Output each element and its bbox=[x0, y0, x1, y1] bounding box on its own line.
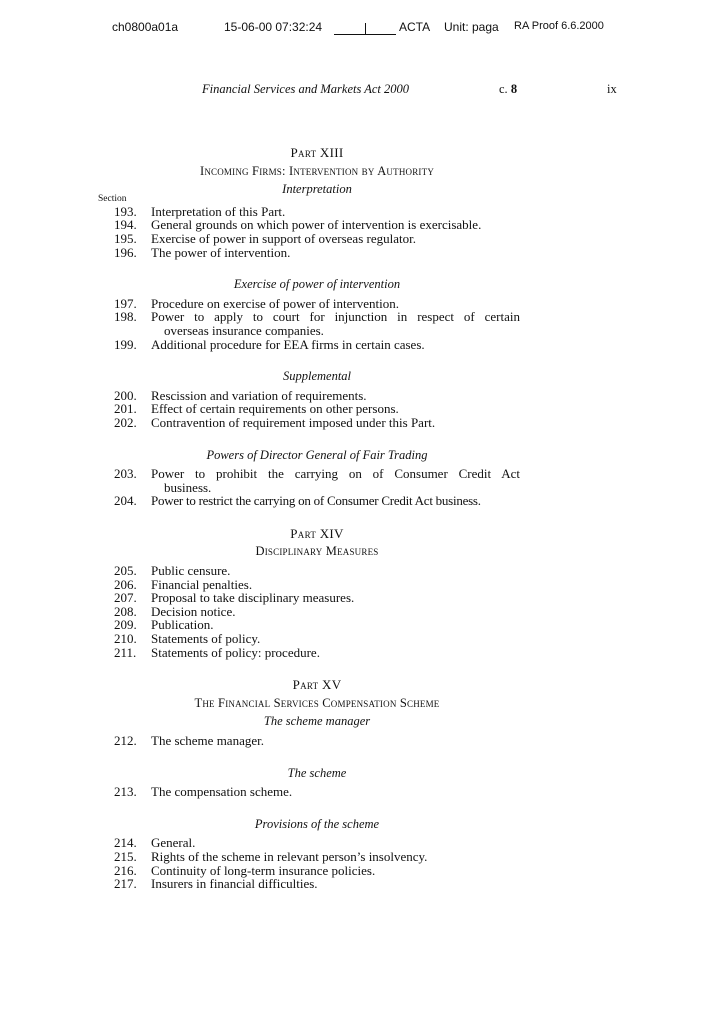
toc-entry bbox=[114, 734, 520, 748]
toc-entry bbox=[114, 232, 520, 246]
section-title: Statements of policy. bbox=[151, 631, 261, 647]
section-title-wrapped bbox=[151, 310, 520, 337]
section-number: 195. bbox=[114, 230, 137, 246]
contents-list bbox=[98, 145, 520, 892]
toc-entry bbox=[114, 785, 520, 799]
toc-entry bbox=[114, 205, 520, 219]
toc-entry bbox=[114, 836, 520, 850]
section-number: 203. bbox=[114, 466, 137, 482]
group-heading: Provisions of the scheme bbox=[254, 816, 380, 831]
section-title: Contravention of requirement imposed under this Part. bbox=[151, 414, 436, 430]
running-head-title: Financial Services and Markets Act 2000 bbox=[202, 82, 410, 96]
section-number: 215. bbox=[114, 848, 137, 864]
slug-acta: ACTA bbox=[399, 20, 431, 34]
section-title: Continuity of long-term insurance policies. bbox=[151, 862, 376, 878]
toc-entry bbox=[114, 564, 520, 578]
section-number: 207. bbox=[114, 590, 137, 606]
toc-entry bbox=[114, 310, 520, 337]
chapter-number: 8 bbox=[510, 82, 518, 96]
section-title: Effect of certain requirements on other persons. bbox=[151, 401, 399, 417]
section-title-wrapped bbox=[151, 467, 520, 494]
part-block bbox=[114, 527, 520, 659]
toc-entry bbox=[114, 416, 520, 430]
section-title: General. bbox=[151, 835, 196, 851]
section-number: 211. bbox=[114, 644, 137, 660]
part-block bbox=[114, 678, 520, 891]
section-number: 217. bbox=[114, 876, 137, 892]
section-number: 200. bbox=[114, 387, 137, 403]
toc-entry bbox=[114, 578, 520, 592]
section-title: The power of intervention. bbox=[151, 244, 291, 260]
part-title: Part XV bbox=[292, 677, 342, 693]
section-title: Rescission and variation of requirements. bbox=[151, 387, 367, 403]
toc-entry bbox=[114, 850, 520, 864]
section-title: Proposal to take disciplinary measures. bbox=[151, 590, 355, 606]
section-number: 198. bbox=[114, 309, 137, 325]
toc-entry bbox=[114, 591, 520, 605]
slug-file-id: ch0800a01a bbox=[112, 20, 179, 34]
section-title: Financial penalties. bbox=[151, 576, 253, 592]
part-block bbox=[98, 145, 520, 509]
section-number: 214. bbox=[114, 835, 137, 851]
section-title: Publication. bbox=[151, 617, 214, 633]
section-number: 199. bbox=[114, 336, 137, 352]
part-title: Part XIII bbox=[290, 145, 344, 160]
section-number: 206. bbox=[114, 576, 137, 592]
toc-entry bbox=[114, 605, 520, 619]
section-title: Rights of the scheme in relevant person’s insolvency. bbox=[151, 848, 428, 864]
toc-entry bbox=[114, 618, 520, 632]
part-title: Part XIV bbox=[290, 525, 344, 541]
group-heading: Exercise of power of intervention bbox=[233, 277, 401, 292]
part-heading: The Financial Services Compensation Scheme bbox=[194, 695, 440, 710]
section-number: 216. bbox=[114, 862, 137, 878]
section-number: 213. bbox=[114, 784, 137, 800]
section-number: 202. bbox=[114, 414, 137, 430]
section-title: Statements of policy: procedure. bbox=[151, 644, 320, 660]
toc-entry bbox=[114, 864, 520, 878]
section-number: 197. bbox=[114, 295, 137, 311]
section-number: 208. bbox=[114, 603, 137, 619]
section-number: 193. bbox=[114, 203, 137, 219]
section-title: Insurers in financial difficulties. bbox=[151, 876, 318, 892]
section-column-label: Section bbox=[98, 193, 127, 204]
section-number: 194. bbox=[114, 217, 137, 233]
section-title: Additional procedure for EEA firms in certain cases. bbox=[151, 336, 425, 352]
section-number: 209. bbox=[114, 617, 137, 633]
section-title: Interpretation of this Part. bbox=[151, 203, 286, 219]
group-heading: The scheme manager bbox=[263, 714, 371, 729]
section-number: 196. bbox=[114, 244, 137, 260]
section-number: 201. bbox=[114, 401, 137, 417]
slug-tick bbox=[365, 23, 366, 35]
chapter-prefix: c. bbox=[499, 82, 508, 96]
section-title: Power to restrict the carrying on of Consumer Credit Act business. bbox=[151, 493, 481, 509]
section-title-continuation: overseas insurance companies. bbox=[164, 322, 324, 338]
toc-entry bbox=[114, 297, 520, 311]
section-title: The compensation scheme. bbox=[151, 784, 293, 800]
toc-entry bbox=[114, 632, 520, 646]
section-number: 210. bbox=[114, 631, 137, 647]
slug-unit: Unit: paga bbox=[444, 20, 499, 34]
part-heading: Incoming Firms: Intervention by Authority bbox=[199, 163, 435, 178]
section-title: Procedure on exercise of power of intervention. bbox=[151, 295, 399, 311]
group-heading: Supplemental bbox=[282, 369, 352, 384]
running-head-chapter bbox=[499, 82, 517, 97]
slug-proof: RA Proof 6.6.2000 bbox=[514, 20, 604, 32]
toc-entry bbox=[114, 494, 520, 508]
section-title: General grounds on which power of intervention is exercisable. bbox=[151, 217, 482, 233]
section-title: Decision notice. bbox=[151, 603, 236, 619]
slug-timestamp: 15-06-00 07:32:24 bbox=[224, 20, 323, 34]
section-number: 205. bbox=[114, 563, 137, 579]
section-title: Exercise of power in support of overseas regulator. bbox=[151, 230, 416, 246]
part-heading: Disciplinary Measures bbox=[255, 544, 379, 559]
section-title-continuation: business. bbox=[164, 479, 212, 495]
section-number: 204. bbox=[114, 493, 137, 509]
section-title: The scheme manager. bbox=[151, 733, 264, 748]
toc-entry bbox=[114, 402, 520, 416]
toc-entry bbox=[114, 389, 520, 403]
section-title: Public censure. bbox=[151, 563, 231, 579]
toc-entry bbox=[114, 646, 520, 660]
toc-entry bbox=[114, 877, 520, 891]
toc-entry bbox=[114, 246, 520, 260]
group-heading: Powers of Director General of Fair Trading bbox=[206, 447, 428, 462]
section-title: Power to apply to court for injunction in respect of certain bbox=[151, 309, 520, 325]
section-number: 212. bbox=[114, 733, 137, 748]
page-number: ix bbox=[607, 82, 617, 96]
toc-entry bbox=[114, 218, 520, 232]
toc-entry bbox=[114, 338, 520, 352]
section-title: Power to prohibit the carrying on of Consumer Credit Act bbox=[151, 466, 520, 482]
group-heading: Interpretation bbox=[282, 182, 352, 197]
group-heading: The scheme bbox=[287, 765, 347, 780]
toc-entry bbox=[114, 467, 520, 494]
